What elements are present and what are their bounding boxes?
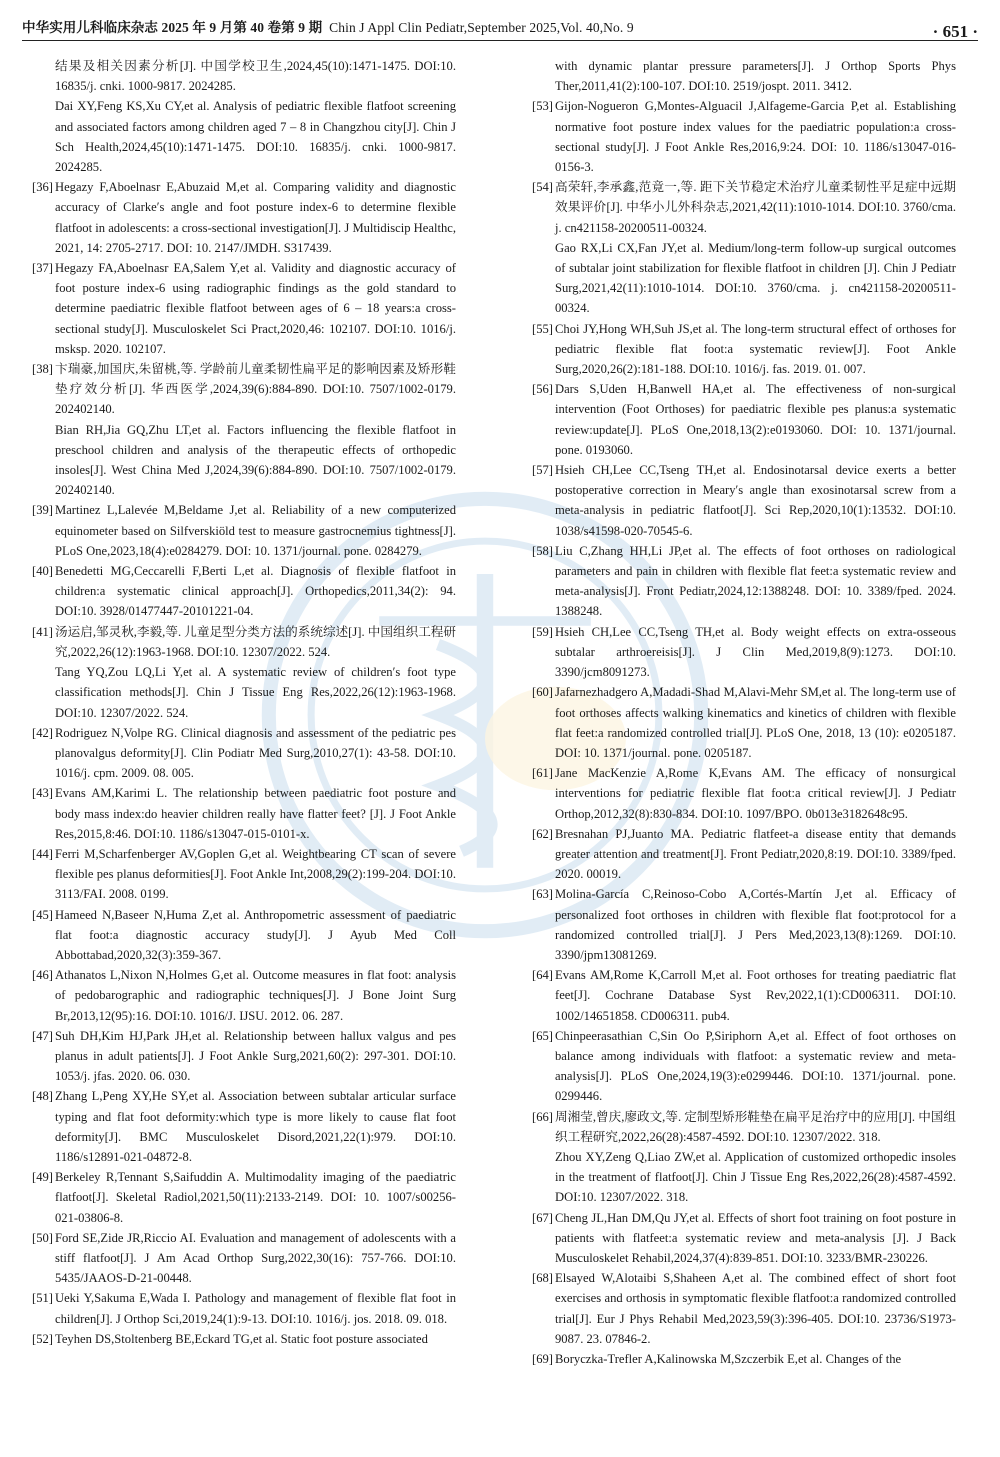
reference-number: [62] (532, 826, 553, 841)
reference-entry (532, 460, 956, 541)
reference-entry (32, 1026, 456, 1087)
reference-entry (532, 541, 956, 622)
reference-text: Jane MacKenzie A,Rome K,Evans AM. The efficacy of nonsurgical interventions for pediatric flexible flat foot:a critical review[J]. J Pediatr Orthop,2012,32(8):830-834. DOI:10. 1097/BPO. 0b013e3182648c95. (555, 766, 956, 821)
reference-number: [40] (32, 564, 53, 579)
reference-number: [54] (532, 180, 553, 195)
reference-entry (532, 319, 956, 380)
reference-text: Benedetti MG,Ceccarelli F,Berti L,et al. Diagnosis of flexible flatfoot in children:a systematic clinical approach[J]. Orthopedics,2011,34(2): 94. DOI:10. 3928/01477447-20101221-04. (55, 564, 456, 619)
references-left-column (32, 56, 456, 1349)
reference-entry (32, 500, 456, 561)
reference-text: Evans AM,Rome K,Carroll M,et al. Foot orthoses for treating paediatric flat feet[J]. Cochrane Database Syst Rev,2022,1(1):CD006311. DOI:10. 1002/14651858. CD006311. pub4. (555, 968, 956, 1023)
reference-entry (532, 763, 956, 824)
reference-number: [50] (32, 1230, 53, 1245)
reference-number: [49] (32, 1170, 53, 1185)
reference-number: [68] (532, 1271, 553, 1286)
reference-number: [60] (532, 685, 553, 700)
reference-number: [45] (32, 907, 53, 922)
reference-number: [46] (32, 968, 53, 983)
journal-header (22, 16, 634, 36)
reference-entry (32, 622, 456, 723)
reference-number: [67] (532, 1210, 553, 1225)
reference-number: [55] (532, 321, 553, 336)
reference-text: Elsayed W,Alotaibi S,Shaheen A,et al. The combined effect of short foot exercises and orthosis in symptomatic flexible flatfoot:a randomized controlled trial[J]. Eur J Phys Rehabil Med,2023,59(3):396-405. DOI:10. 23736/S1973-9087. 23. 07846-2. (555, 1271, 956, 1346)
reference-text: Liu C,Zhang HH,Li JP,et al. The effects of foot orthoses on radiological parameters and pain in children with flexible flat feet:a systematic review and meta-analysis[J]. Front Pediatr,2024,12:1388248. DOI: 10. 3389/fped. 2024. 1388248. (555, 543, 956, 619)
reference-number: [47] (32, 1028, 53, 1043)
reference-text: Teyhen DS,Stoltenberg BE,Eckard TG,et al. Static foot posture associated (55, 1331, 428, 1346)
reference-text: Hsieh CH,Lee CC,Tseng TH,et al. Endosinotarsal device exerts a better postoperative correction in Meary′s angle than exosinotarsal screw from a meta-analysis in pediatric flatfoot[J]. Sci Rep,2020,10(1):13532. DOI:10. 1038/s41598-020-70545-6. (555, 463, 956, 538)
reference-number: [42] (32, 725, 53, 740)
reference-entry (532, 177, 956, 318)
reference-entry (532, 1268, 956, 1349)
journal-name-en: Chin J Appl Clin Pediatr,September 2025,Vol. 40,No. 9 (329, 20, 634, 35)
reference-number: [44] (32, 846, 53, 861)
reference-entry (32, 965, 456, 1026)
reference-entry (532, 1208, 956, 1269)
reference-number: [39] (32, 503, 53, 518)
reference-text: Zhou XY,Zeng Q,Liao ZW,et al. Application of customized orthopedic insoles in the treatment of flatfoot[J]. Chin J Tissue Eng Res,2022,26(28):4587-4592. DOI:10. 12307/2022. 318. (555, 1149, 956, 1205)
reference-text: Evans AM,Karimi L. The relationship between paediatric foot posture and body mass index:do heavier children really have flatter feet? [J]. J Foot Ankle Res,2015,8:46. DOI:10. 1186/s13047-015-0101-x. (55, 786, 456, 841)
reference-number: [41] (32, 624, 53, 639)
reference-text: Bresnahan PJ,Juanto MA. Pediatric flatfeet-a disease entity that demands greater attention and treatment[J]. Front Pediatr,2020,8:19. DOI:10. 3389/fped. 2020. 00019. (555, 826, 956, 882)
reference-entry (532, 824, 956, 885)
reference-text: Bian RH,Jia GQ,Zhu LT,et al. Factors influencing the flexible flatfoot in preschool children and analysis of the therapeutic effects of orthopedic insoles[J]. West China Med J,2024,39(6):884-890. DOI:10. 7507/1002-0179. 202402140. (55, 422, 456, 498)
reference-text: Dars S,Uden H,Banwell HA,et al. The effectiveness of non-surgical intervention (Foot Orthoses) for paediatric flexible pes planus:a systematic review:update[J]. PLoS One,2018,13(2):e0193060. DOI: 10. 1371/journal. pone. 0193060. (555, 382, 956, 457)
reference-entry (532, 622, 956, 683)
reference-entry (532, 96, 956, 177)
reference-entry (32, 1167, 456, 1228)
reference-text: Athanatos L,Nixon N,Holmes G,et al. Outcome measures in flat foot: analysis of pedobarographic and radiographic techniques[J]. J Bone Joint Surg Br,2013,12(95):16. DOI:10. 1016/J. IJSU. 2012. 06. 287. (55, 968, 456, 1023)
reference-number: [37] (32, 261, 53, 276)
reference-number: [38] (32, 362, 53, 377)
page-number: · 651 · (932, 22, 978, 41)
reference-number: [48] (32, 1089, 53, 1104)
reference-text: Ueki Y,Sakuma E,Wada I. Pathology and management of flexible flat foot in children[J]. J Orthop Sci,2019,24(1):9-13. DOI:10. 1016/j. jos. 2018. 09. 018. (55, 1291, 456, 1326)
references-right-column (532, 56, 956, 1369)
reference-text: Cheng JL,Han DM,Qu JY,et al. Effects of short foot training on foot posture in patients with flatfeet:a systematic review and meta-analysis [J]. J Back Musculoskelet Rehabil,2024,37(4):839-851. DOI:10. 3233/BMR-230226. (555, 1210, 956, 1265)
reference-entry (532, 884, 956, 965)
reference-number: [51] (32, 1291, 53, 1306)
reference-number: [58] (532, 543, 553, 558)
reference-text: 卞瑞豪,加国庆,朱留桃,等. 学龄前儿童柔韧性扁平足的影响因素及矫形鞋垫疗效分析[J]. 华西医学,2024,39(6):884-890. DOI:10. 7507/1002-0179. 202402140. (55, 362, 456, 417)
reference-entry (532, 1107, 956, 1208)
header-rule (22, 40, 978, 41)
reference-entry (32, 1228, 456, 1289)
journal-name: 中华实用儿科临床杂志 2025 年 9 月第 40 卷第 9 期 (22, 20, 323, 35)
reference-number: [52] (32, 1331, 53, 1346)
reference-entry (32, 1288, 456, 1328)
reference-text: Dai XY,Feng KS,Xu CY,et al. Analysis of pediatric flexible flatfoot screening and associated factors among children aged 7 – 8 in Changzhou city[J]. Chin J Sch Health,2024,45(10):1471-1475. DOI:10. 16835/j. cnki. 1000-9817. 2024285. (55, 99, 456, 175)
reference-number: [65] (532, 1028, 553, 1043)
reference-entry (532, 965, 956, 1026)
reference-entry (32, 844, 456, 905)
reference-text: Tang YQ,Zou LQ,Li Y,et al. A systematic review of children′s foot type classification methods[J]. Chin J Tissue Eng Res,2022,26(12):1963-1968. DOI:10. 12307/2022. 524. (55, 665, 456, 720)
reference-entry (532, 379, 956, 460)
reference-number: [61] (532, 766, 553, 781)
reference-number: [53] (532, 99, 553, 114)
reference-text: Zhang L,Peng XY,He SY,et al. Association between subtalar articular surface typing and flat foot deformity:which type is more likely to cause flat foot deformity[J]. BMC Musculoskelet Disord,2021,22(1):979. DOI:10. 1186/s12891-021-04872-8. (55, 1089, 456, 1164)
reference-text: Choi JY,Hong WH,Suh JS,et al. The long-term structural effect of orthoses for pediatric flexible flat foot:a systematic review[J]. Foot Ankle Surg,2020,26(2):181-188. DOI:10. 1016/j. fas. 2019. 01. 007. (555, 321, 956, 377)
reference-number: [56] (532, 382, 553, 397)
reference-text: Molina-García C,Reinoso-Cobo A,Cortés-Martín J,et al. Efficacy of personalized foot orthoses in children with flexible flat foot:protocol for a randomized controlled trial[J]. J Pers Med,2023,13(8):1269. DOI:10. 3390/jpm13081269. (555, 887, 956, 962)
reference-text: with dynamic plantar pressure parameters[J]. J Orthop Sports Phys Ther,2011,41(2):100-107. DOI:10. 2519/jospt. 2011. 3412. (555, 59, 956, 94)
reference-entry (32, 359, 456, 500)
reference-number: [57] (532, 463, 553, 478)
reference-text: Gao RX,Li CX,Fan JY,et al. Medium/long-term follow-up surgical outcomes of subtalar joint stabilization for flexible flatfoot in children [J]. Chin J Pediatr Surg,2021,42(11):1010-1014. DOI:10. 3760/cma. j. cn421158-20200511-00324. (555, 240, 956, 316)
reference-text: Gijon-Nogueron G,Montes-Alguacil J,Alfageme-Garcia P,et al. Establishing normative foot posture index values for the paediatric population:a cross-sectional study[J]. J Foot Ankle Res,2016,9:24. DOI: 10. 1186/s13047-016-0156-3. (555, 99, 956, 175)
reference-entry (532, 1349, 956, 1369)
reference-entry (32, 1086, 456, 1167)
reference-entry (32, 1329, 456, 1349)
reference-text: 结果及相关因素分析[J]. 中国学校卫生,2024,45(10):1471-1475. DOI:10. 16835/j. cnki. 1000-9817. 2024285. (55, 59, 456, 94)
reference-entry (32, 783, 456, 844)
reference-number: [59] (532, 624, 553, 639)
reference-number: [69] (532, 1352, 553, 1366)
reference-number: [43] (32, 786, 53, 801)
reference-text: Suh DH,Kim HJ,Park JH,et al. Relationship between hallux valgus and pes planus in adult patients[J]. J Foot Ankle Surg,2021,60(2): 297-301. DOI:10. 1053/j. jfas. 2020. 06. 030. (55, 1028, 456, 1084)
reference-text: Hegazy FA,Aboelnasr EA,Salem Y,et al. Validity and diagnostic accuracy of foot posture index-6 using radiographic findings as the gold standard to determine paediatric flexible flatfoot between ages of 6 – 18 years:a cross-sectional study[J]. Musculoskelet Sci Pract,2020,46: 102107. DOI:10. 1016/j. msksp. 2020. 102107. (55, 261, 456, 356)
reference-number: [36] (32, 180, 53, 195)
reference-entry (32, 177, 456, 258)
reference-entry (32, 723, 456, 784)
reference-text: Jafarnezhadgero A,Madadi-Shad M,Alavi-Mehr SM,et al. The long-term use of foot orthoses affects walking kinematics and kinetics of children with flexible flat feet:a randomized controlled trial[J]. PLoS One, 2018, 13 (10): e0205187. DOI: 10. 1371/journal. pone. 0205187. (555, 685, 956, 760)
reference-text: Chinpeerasathian C,Sin Oo P,Siriphorn A,et al. Effect of foot orthoses on balance among individuals with flatfoot: a systematic review and meta-analysis[J]. PLoS One,2024,19(3):e0299446. DOI:10. 1371/journal. pone. 0299446. (555, 1028, 956, 1104)
reference-number: [63] (532, 887, 553, 902)
reference-text: Martinez L,Lalevée M,Beldame J,et al. Reliability of a new computerized equinometer based on Silfverskiöld test to measure gastrocnemius tightness[J]. PLoS One,2023,18(4):e0284279. DOI: 10. 1371/journal. pone. 0284279. (55, 503, 456, 558)
reference-entry (532, 1026, 956, 1107)
reference-number: [66] (532, 1109, 553, 1124)
reference-entry (32, 905, 456, 966)
reference-entry (532, 682, 956, 763)
reference-entry (532, 56, 956, 96)
reference-entry (32, 561, 456, 622)
reference-text: Hameed N,Baseer N,Huma Z,et al. Anthropometric assessment of paediatric flat foot:a diagnostic accuracy study[J]. J Ayub Med Coll Abbottabad,2020,32(3):359-367. (55, 907, 456, 962)
reference-text: 高荣轩,李承鑫,范竟一,等. 距下关节稳定术治疗儿童柔韧性平足症中远期效果评价[J]. 中华小儿外科杂志,2021,42(11):1010-1014. DOI:10. 3760/cma. j. cn421158-20200511-00324. (555, 180, 956, 235)
reference-text: 汤运启,邹灵秋,李毅,等. 儿童足型分类方法的系统综述[J]. 中国组织工程研究,2022,26(12):1963-1968. DOI:10. 12307/2022. 524. (55, 624, 456, 659)
reference-text: Hsieh CH,Lee CC,Tseng TH,et al. Body weight effects on extra-osseous subtalar arthroereisis[J]. J Clin Med,2019,8(9):1273. DOI:10. 3390/jcm8091273. (555, 624, 956, 680)
reference-entry (32, 56, 456, 177)
reference-text: Ferri M,Scharfenberger AV,Goplen G,et al. Weightbearing CT scan of severe flexible pes planus deformities[J]. Foot Ankle Int,2008,29(2):199-204. DOI:10. 3113/FAI. 2008. 0199. (55, 846, 456, 902)
reference-text: Rodriguez N,Volpe RG. Clinical diagnosis and assessment of the pediatric pes planovalgus deformity[J]. Clin Podiatr Med Surg,2010,27(1): 43-58. DOI:10. 1016/j. cpm. 2009. 08. 005. (55, 725, 456, 781)
reference-entry (32, 258, 456, 359)
reference-text: Boryczka-Trefler A,Kalinowska M,Szczerbik E,et al. Changes of the (555, 1352, 902, 1366)
reference-text: Berkeley R,Tennant S,Saifuddin A. Multimodality imaging of the paediatric flatfoot[J]. Skeletal Radiol,2021,50(11):2133-2149. DOI: 10. 1007/s00256-021-03806-8. (55, 1170, 456, 1225)
reference-text: 周湘莹,曾庆,廖政文,等. 定制型矫形鞋垫在扁平足治疗中的应用[J]. 中国组织工程研究,2022,26(28):4587-4592. DOI:10. 12307/2022. 318. (555, 1109, 956, 1144)
reference-number: [64] (532, 968, 553, 983)
reference-text: Hegazy F,Aboelnasr E,Abuzaid M,et al. Comparing validity and diagnostic accuracy of Clarke′s angle and foot posture index-6 to determine flexible flatfoot in adolescents: a cross-sectional investigation[J]. J Multidiscip Healthc, 2021, 14: 2705-2717. DOI: 10. 2147/JMDH. S317439. (55, 180, 456, 255)
reference-text: Ford SE,Zide JR,Riccio AI. Evaluation and management of adolescents with a stiff flatfoot[J]. J Am Acad Orthop Surg,2022,30(16): 757-766. DOI:10. 5435/JAAOS-D-21-00448. (55, 1230, 456, 1286)
